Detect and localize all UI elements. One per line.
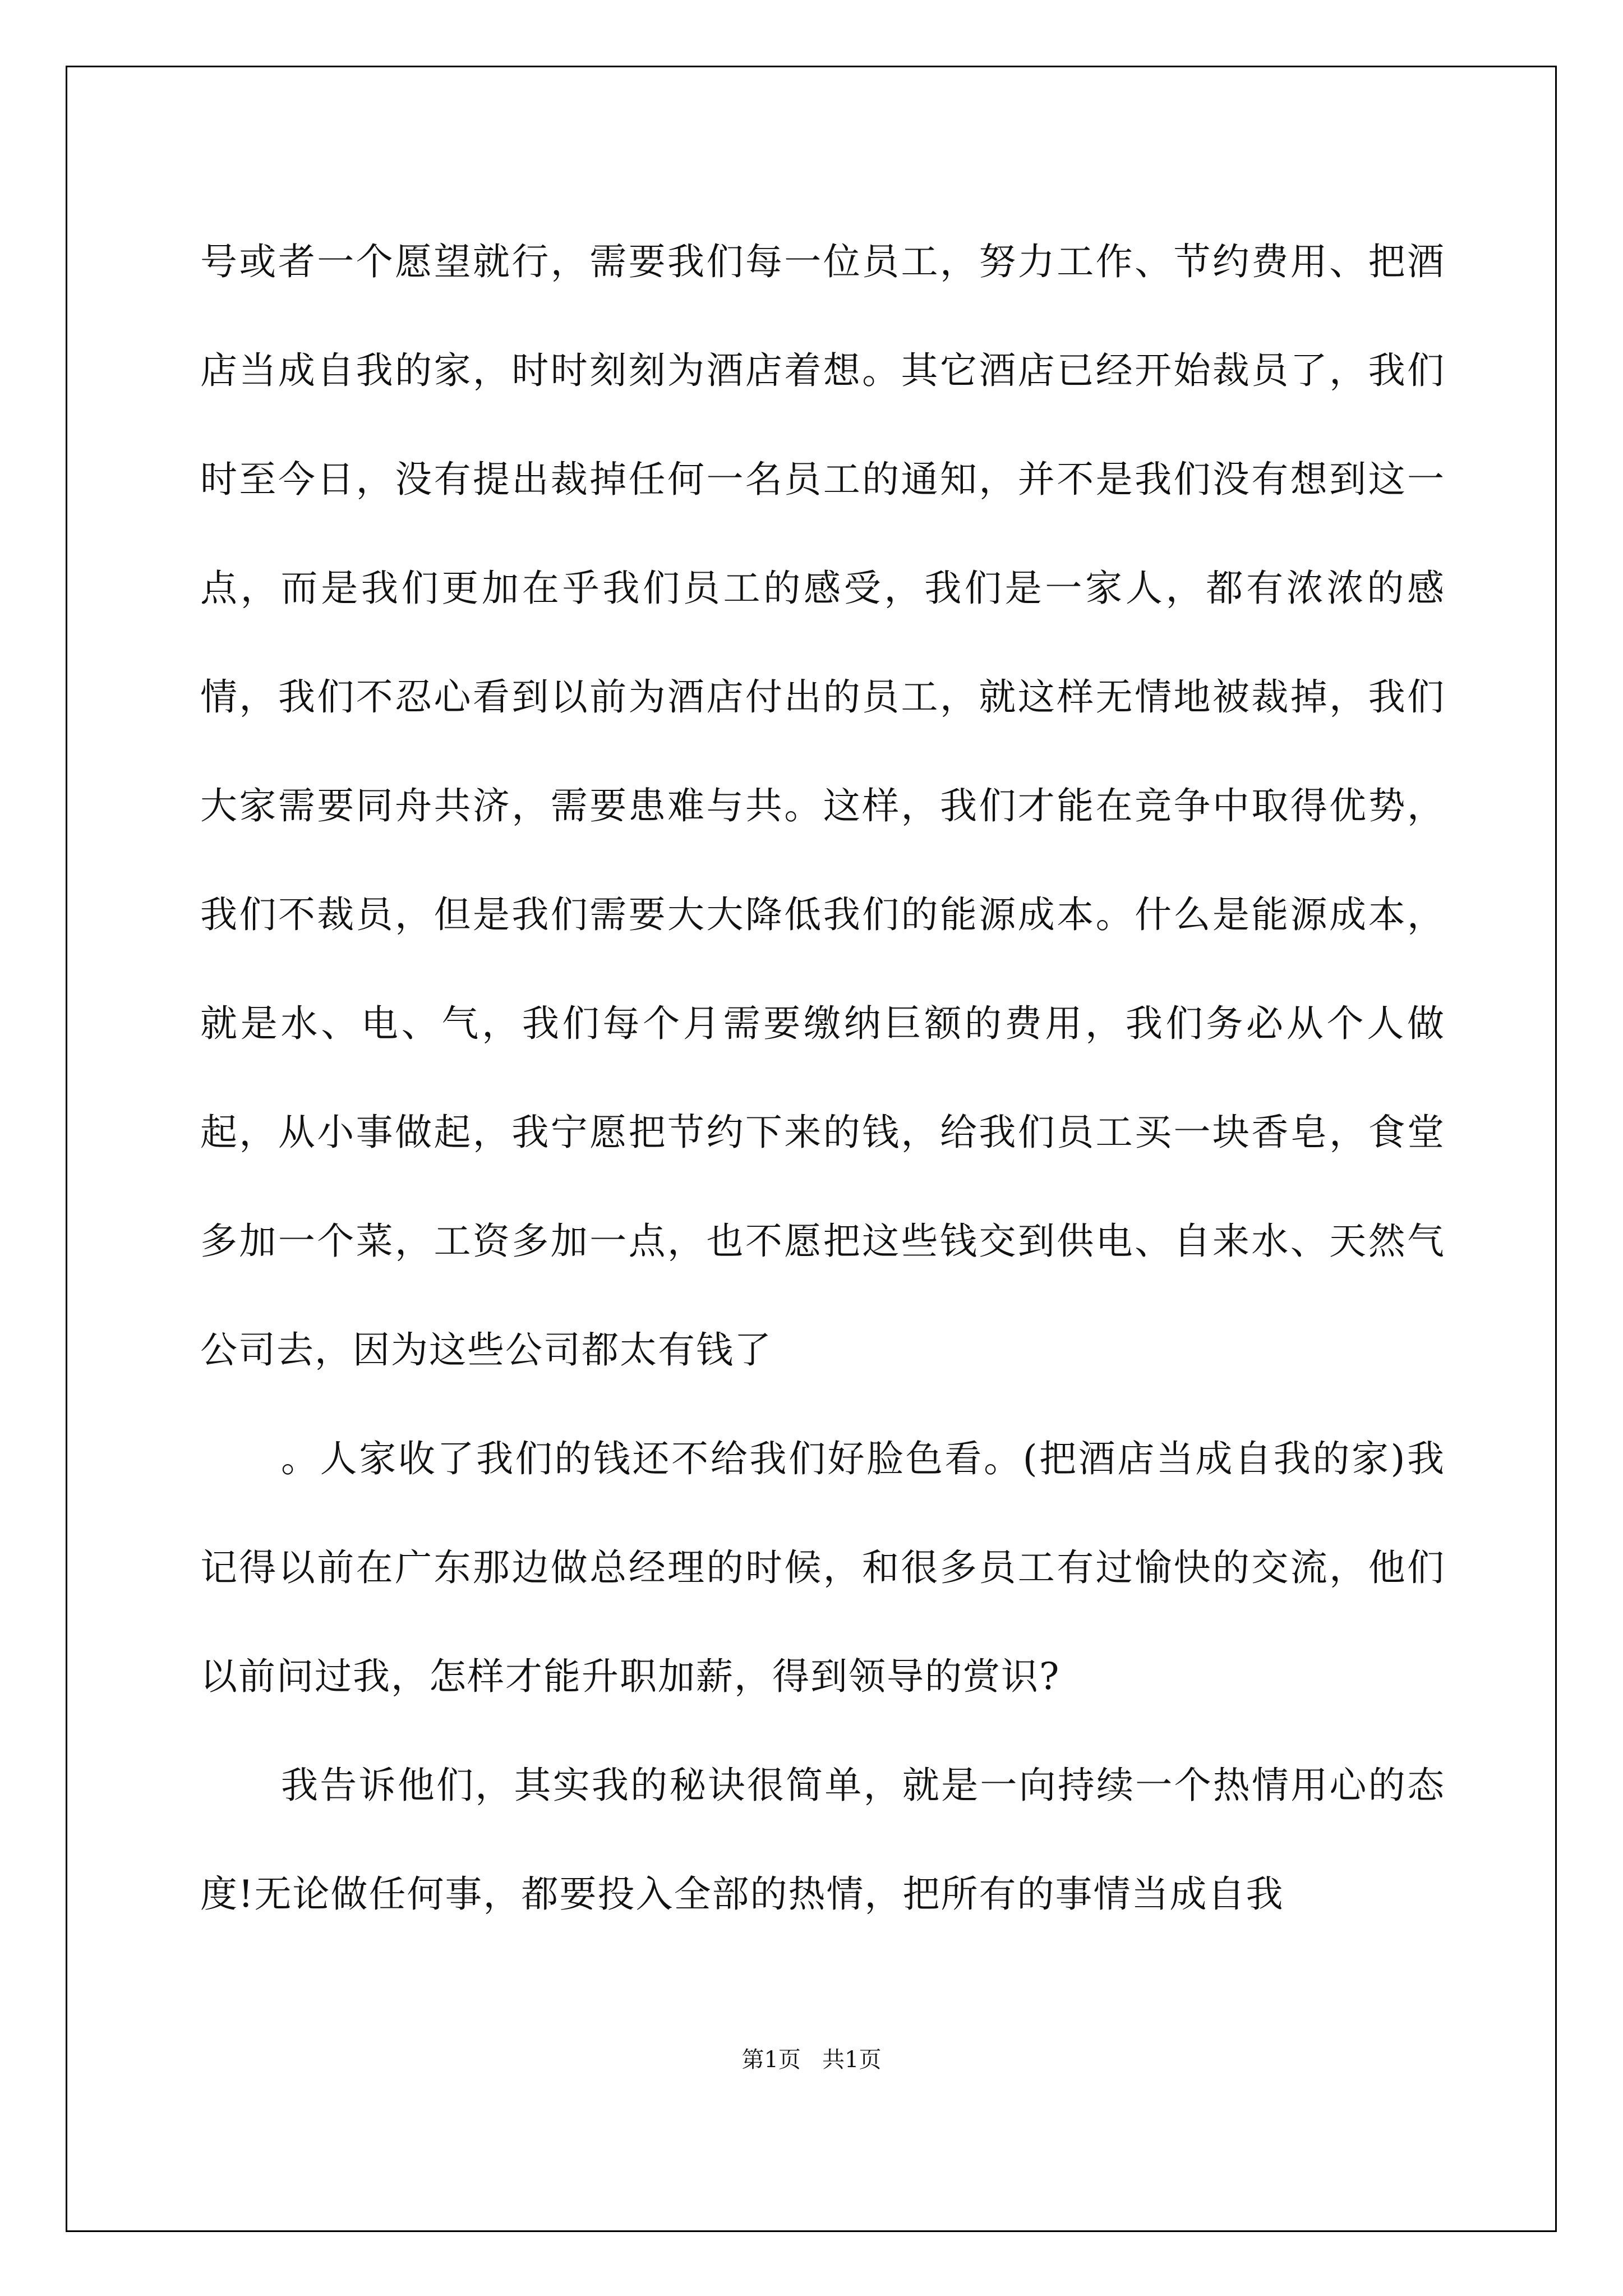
paragraph: 。人家收了我们的钱还不给我们好脸色看。(把酒店当成自我的家)我记得以前在广东那边做总经理的时候，和很多员工有过愉快的交流，他们以前问过我，怎样才能升职加薪，得到领导的赏识? [200, 1437, 1445, 1698]
page-footer: 第1页 共1页 [741, 2047, 882, 2073]
document-body [200, 208, 1445, 1949]
paragraph: 我告诉他们，其实我的秘诀很简单，就是一向持续一个热情用心的态度!无论做任何事，都要投入全部的热情，把所有的事情当成自我 [200, 1764, 1445, 1916]
paragraph: 号或者一个愿望就行，需要我们每一位员工，努力工作、节约费用、把酒店当成自我的家，时时刻刻为酒店着想。其它酒店已经开始裁员了，我们时至今日，没有提出裁掉任何一名员工的通知，并不是我们没有想到这一点，而是我们更加在乎我们员工的感受，我们是一家人，都有浓浓的感情，我们不忍心看到以前为酒店付出的员工，就这样无情地被裁掉，我们大家需要同舟共济，需要患难与共。这样，我们才能在竞争中取得优势，我们不裁员，但是我们需要大大降低我们的能源成本。什么是能源成本，就是水、电、气，我们每个月需要缴纳巨额的费用，我们务必从个人做起，从小事做起，我宁愿把节约下来的钱，给我们员工买一块香皂，食堂多加一个菜，工资多加一点，也不愿把这些钱交到供电、自来水、天然气公司去，因为这些公司都太有钱了 [200, 240, 1445, 1372]
